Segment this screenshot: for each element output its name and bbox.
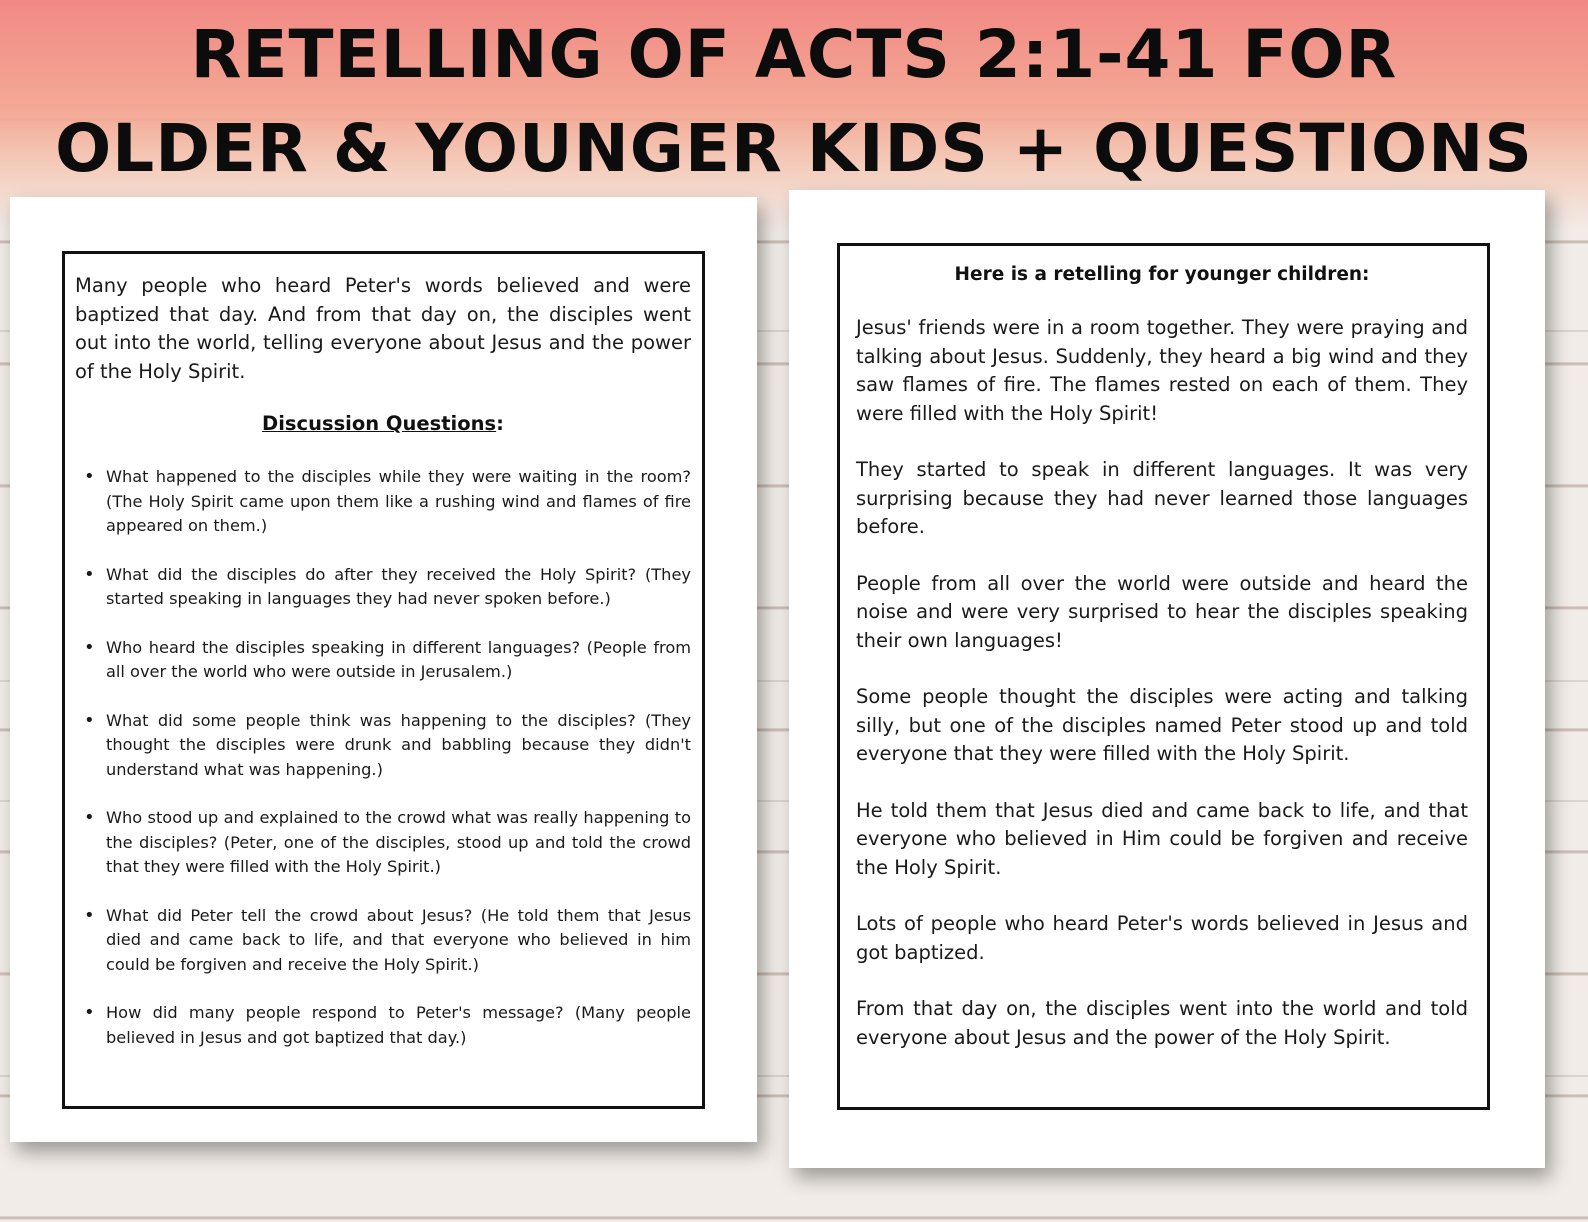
list-item <box>84 904 691 978</box>
discussion-heading-colon: : <box>496 412 504 435</box>
retelling-paragraph: From that day on, the disciples went into the world and told everyone about Jesus and the power of the Holy Spirit. <box>856 997 1468 1049</box>
page-border <box>837 243 1490 1110</box>
discussion-questions-list <box>75 465 691 1050</box>
list-item <box>84 709 691 783</box>
bullet-icon: • <box>84 563 95 585</box>
title-line-1: RETELLING OF ACTS 2:1-41 FOR <box>190 16 1398 93</box>
question-text: What did some people think was happening to the disciples? (They thought the disciples were drunk and babbling because they didn't understand what was happening.) <box>106 710 691 779</box>
retelling-paragraph: Jesus' friends were in a room together. They were praying and talking about Jesus. Suddenly, they heard a big wind and they saw flames of fire. The flames rested on each of them. They were filled with the Holy Spirit! <box>856 316 1468 425</box>
retelling-paragraph: He told them that Jesus died and came back to life, and that everyone who believed in Him could be forgiven and receive the Holy Spirit. <box>856 798 1468 879</box>
question-text: What happened to the disciples while they were waiting in the room? (The Holy Spirit came upon them like a rushing wind and flames of fire appeared on them.) <box>106 467 691 535</box>
bullet-icon: • <box>84 636 95 658</box>
bullet-icon: • <box>84 709 95 731</box>
bullet-icon: • <box>84 807 95 828</box>
bullet-icon: • <box>84 1002 95 1023</box>
retelling-paragraph: Lots of people who heard Peter's words believed in Jesus and got baptized. <box>856 912 1468 964</box>
intro-paragraph: Many people who heard Peter's words believed and were baptized that day. And from that day on, the disciples went out into the world, telling everyone about Jesus and the power of the Holy Spirit. <box>75 274 691 383</box>
discussion-heading-text: Discussion Questions <box>262 412 497 435</box>
page-border <box>62 251 705 1109</box>
list-item <box>84 806 691 880</box>
question-text: Who heard the disciples speaking in different languages? (People from all over the world who were outside in Jerusalem.) <box>106 637 691 681</box>
retelling-paragraph: Some people thought the disciples were acting and talking silly, but one of the disciples named Peter stood up and told everyone that they were filled with the Holy Spirit. <box>856 685 1468 765</box>
list-item <box>84 1001 691 1050</box>
younger-retelling-heading: Here is a retelling for younger children: <box>954 264 1370 285</box>
bullet-icon: • <box>84 466 95 487</box>
page-title <box>0 8 1588 196</box>
older-kids-worksheet-page <box>10 197 757 1142</box>
question-text: How did many people respond to Peter's message? (Many people believed in Jesus and got baptized that day.) <box>106 1003 691 1047</box>
question-text: Who stood up and explained to the crowd what was really happening to the disciples? (Peter, one of the disciples, stood up and told the crowd that they were filled with the Holy Spirit.) <box>106 808 691 876</box>
title-line-2: OLDER & YOUNGER KIDS + QUESTIONS <box>55 110 1533 187</box>
list-item <box>84 636 691 685</box>
younger-kids-content <box>856 261 1468 1080</box>
question-text: What did Peter tell the crowd about Jesus? (He told them that Jesus died and came back to life, and that everyone who believed in him could be forgiven and receive the Holy Spirit.) <box>106 905 691 974</box>
list-item <box>84 465 691 539</box>
older-kids-content <box>75 272 691 1074</box>
retelling-paragraph: People from all over the world were outside and heard the noise and were very surprised to hear the disciples speaking their own languages! <box>856 571 1468 652</box>
list-item <box>84 563 691 612</box>
bullet-icon: • <box>84 904 95 926</box>
retelling-paragraph: They started to speak in different languages. It was very surprising because they had never learned those languages before. <box>856 458 1468 538</box>
discussion-questions-heading <box>75 412 691 435</box>
younger-kids-retelling-page <box>789 190 1545 1168</box>
question-text: What did the disciples do after they received the Holy Spirit? (They started speaking in languages they had never spoken before.) <box>106 564 691 608</box>
